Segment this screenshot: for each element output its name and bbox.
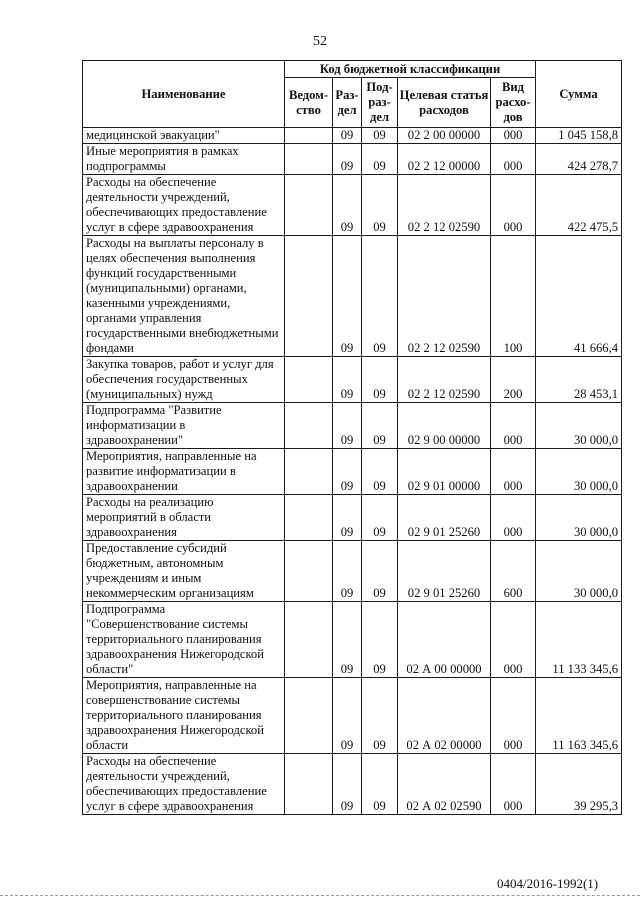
row-razdel: 09 <box>333 144 362 175</box>
row-celevaya-statya: 02 2 12 02590 <box>398 357 491 403</box>
row-summa: 30 000,0 <box>536 495 622 541</box>
row-vedomstvo <box>285 495 333 541</box>
budget-table <box>82 60 622 815</box>
document-number: 0404/2016-1992(1) <box>497 876 599 891</box>
row-podrazdel: 09 <box>362 175 398 236</box>
row-summa: 30 000,0 <box>536 449 622 495</box>
row-name: Предоставление субсидий бюджетным, автономным учреждениям и иным некоммерческим организациям <box>83 541 285 602</box>
row-name: Расходы на выплаты персоналу в целях обеспечения выполнения функций государственными (муниципальными) органами, казенными учреждениями, органами управления государственными внебюджетными фондами <box>83 236 285 357</box>
header-vid: Вид расхо-дов <box>491 78 536 128</box>
row-name: Закупка товаров, работ и услуг для обеспечения государственных (муниципальных) нужд <box>83 357 285 403</box>
row-podrazdel: 09 <box>362 357 398 403</box>
row-vedomstvo <box>285 602 333 678</box>
row-podrazdel: 09 <box>362 403 398 449</box>
table-row <box>83 175 622 236</box>
row-vedomstvo <box>285 128 333 144</box>
row-celevaya-statya: 02 2 12 00000 <box>398 144 491 175</box>
table-row <box>83 403 622 449</box>
row-name: Подпрограмма "Развитие информатизации в здравоохранении" <box>83 403 285 449</box>
row-vedomstvo <box>285 541 333 602</box>
row-celevaya-statya: 02 9 01 25260 <box>398 541 491 602</box>
row-podrazdel: 09 <box>362 754 398 815</box>
table-row <box>83 495 622 541</box>
table-row <box>83 754 622 815</box>
row-vedomstvo <box>285 175 333 236</box>
row-celevaya-statya: 02 2 12 02590 <box>398 236 491 357</box>
row-celevaya-statya: 02 9 00 00000 <box>398 403 491 449</box>
row-celevaya-statya: 02 2 12 02590 <box>398 175 491 236</box>
row-podrazdel: 09 <box>362 541 398 602</box>
table-body <box>83 128 622 815</box>
row-summa: 28 453,1 <box>536 357 622 403</box>
row-summa: 39 295,3 <box>536 754 622 815</box>
row-summa: 41 666,4 <box>536 236 622 357</box>
row-vid-rashodov: 000 <box>491 144 536 175</box>
row-celevaya-statya: 02 А 02 00000 <box>398 678 491 754</box>
row-vid-rashodov: 600 <box>491 541 536 602</box>
row-vid-rashodov: 000 <box>491 175 536 236</box>
row-razdel: 09 <box>333 128 362 144</box>
row-name: Расходы на реализацию мероприятий в области здравоохранения <box>83 495 285 541</box>
row-name: Расходы на обеспечение деятельности учреждений, обеспечивающих предоставление услуг в сфере здравоохранения <box>83 175 285 236</box>
table-row <box>83 357 622 403</box>
table-row <box>83 236 622 357</box>
row-vedomstvo <box>285 403 333 449</box>
header-summa: Сумма <box>536 61 622 128</box>
row-razdel: 09 <box>333 175 362 236</box>
row-summa: 30 000,0 <box>536 403 622 449</box>
row-celevaya-statya: 02 2 00 00000 <box>398 128 491 144</box>
row-razdel: 09 <box>333 403 362 449</box>
row-vid-rashodov: 000 <box>491 602 536 678</box>
table-row <box>83 678 622 754</box>
row-name: медицинской эвакуации" <box>83 128 285 144</box>
row-podrazdel: 09 <box>362 495 398 541</box>
header-razdel: Раз-дел <box>333 78 362 128</box>
row-vid-rashodov: 000 <box>491 754 536 815</box>
header-podrazdel: Под-раз-дел <box>362 78 398 128</box>
row-name: Расходы на обеспечение деятельности учреждений, обеспечивающих предоставление услуг в сфере здравоохранения <box>83 754 285 815</box>
row-vedomstvo <box>285 754 333 815</box>
row-podrazdel: 09 <box>362 602 398 678</box>
row-celevaya-statya: 02 А 00 00000 <box>398 602 491 678</box>
row-summa: 424 278,7 <box>536 144 622 175</box>
table-row <box>83 602 622 678</box>
row-summa: 30 000,0 <box>536 541 622 602</box>
page-number: 52 <box>313 34 327 49</box>
table-row <box>83 541 622 602</box>
row-razdel: 09 <box>333 357 362 403</box>
row-razdel: 09 <box>333 602 362 678</box>
table-row <box>83 449 622 495</box>
row-name: Мероприятия, направленные на развитие информатизации в здравоохранении <box>83 449 285 495</box>
row-vid-rashodov: 200 <box>491 357 536 403</box>
row-summa: 11 133 345,6 <box>536 602 622 678</box>
row-summa: 11 163 345,6 <box>536 678 622 754</box>
table-row <box>83 128 622 144</box>
row-razdel: 09 <box>333 449 362 495</box>
row-vid-rashodov: 100 <box>491 236 536 357</box>
table-row <box>83 144 622 175</box>
row-summa: 1 045 158,8 <box>536 128 622 144</box>
row-vid-rashodov: 000 <box>491 128 536 144</box>
row-vid-rashodov: 000 <box>491 495 536 541</box>
row-vid-rashodov: 000 <box>491 678 536 754</box>
row-vedomstvo <box>285 144 333 175</box>
row-celevaya-statya: 02 А 02 02590 <box>398 754 491 815</box>
row-vedomstvo <box>285 236 333 357</box>
row-razdel: 09 <box>333 678 362 754</box>
row-vedomstvo <box>285 678 333 754</box>
row-razdel: 09 <box>333 541 362 602</box>
row-celevaya-statya: 02 9 01 25260 <box>398 495 491 541</box>
header-classification-group: Код бюджетной классификации <box>285 61 536 78</box>
row-podrazdel: 09 <box>362 144 398 175</box>
row-razdel: 09 <box>333 754 362 815</box>
row-podrazdel: 09 <box>362 236 398 357</box>
table-header <box>83 61 622 128</box>
row-name: Подпрограмма "Совершенствование системы территориального планирования здравоохранения Нижегородской области" <box>83 602 285 678</box>
header-vedomstvo: Ведом-ство <box>285 78 333 128</box>
row-vedomstvo <box>285 449 333 495</box>
row-summa: 422 475,5 <box>536 175 622 236</box>
header-celevaya: Целевая статья расходов <box>398 78 491 128</box>
row-celevaya-statya: 02 9 01 00000 <box>398 449 491 495</box>
row-vedomstvo <box>285 357 333 403</box>
row-vid-rashodov: 000 <box>491 403 536 449</box>
row-podrazdel: 09 <box>362 449 398 495</box>
row-podrazdel: 09 <box>362 128 398 144</box>
row-name: Мероприятия, направленные на совершенствование системы территориального планирования здравоохранения Нижегородской области <box>83 678 285 754</box>
header-name: Наименование <box>83 61 285 128</box>
row-vid-rashodov: 000 <box>491 449 536 495</box>
row-podrazdel: 09 <box>362 678 398 754</box>
row-razdel: 09 <box>333 495 362 541</box>
row-razdel: 09 <box>333 236 362 357</box>
scan-edge-line <box>0 895 640 896</box>
row-name: Иные мероприятия в рамках подпрограммы <box>83 144 285 175</box>
